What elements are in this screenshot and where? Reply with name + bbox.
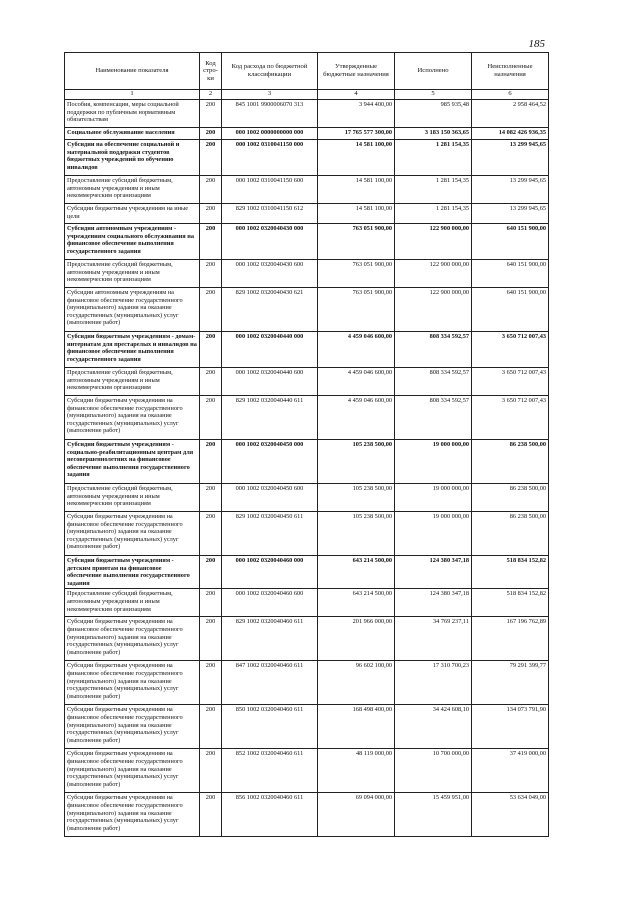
table-row — [65, 260, 549, 288]
row-approved-cell: 96 602 100,00 — [318, 661, 395, 705]
row-name-cell: Предоставление субсидий бюджетным, автономным учреждениям и иным некоммерческим организациям — [65, 260, 200, 288]
row-approved-cell: 763 051 900,00 — [318, 288, 395, 332]
row-line-code-cell: 200 — [200, 440, 222, 484]
row-remaining-cell: 14 082 426 936,35 — [472, 128, 549, 140]
table-row — [65, 749, 549, 793]
row-remaining-cell: 518 834 152,82 — [472, 589, 549, 617]
row-executed-cell: 34 769 237,11 — [395, 617, 472, 661]
row-remaining-cell: 79 291 399,77 — [472, 661, 549, 705]
table-row — [65, 176, 549, 204]
row-executed-cell: 19 000 000,00 — [395, 512, 472, 556]
row-class-code-cell: 829 1002 0320040440 611 — [222, 396, 318, 440]
row-class-code-cell: 845 1001 9900006070 313 — [222, 100, 318, 128]
row-remaining-cell: 3 650 712 007,43 — [472, 368, 549, 396]
row-approved-cell: 105 238 500,00 — [318, 512, 395, 556]
row-approved-cell: 14 581 100,00 — [318, 140, 395, 176]
row-line-code-cell: 200 — [200, 100, 222, 128]
table-row — [65, 512, 549, 556]
row-approved-cell: 48 119 000,00 — [318, 749, 395, 793]
column-number: 3 — [222, 90, 318, 100]
header-executed: Исполнено — [395, 53, 472, 90]
column-number: 4 — [318, 90, 395, 100]
row-name-cell: Предоставление субсидий бюджетным, автономным учреждениям и иным некоммерческим организациям — [65, 484, 200, 512]
row-class-code-cell: 000 1002 0310041150 600 — [222, 176, 318, 204]
row-class-code-cell: 000 1002 0320040440 000 — [222, 332, 318, 368]
table-row — [65, 661, 549, 705]
row-remaining-cell: 640 151 900,00 — [472, 260, 549, 288]
table-row — [65, 288, 549, 332]
header-name: Наименование показателя — [65, 53, 200, 90]
page-number: 185 — [528, 38, 545, 50]
table-row — [65, 589, 549, 617]
row-approved-cell: 201 966 000,00 — [318, 617, 395, 661]
row-approved-cell: 643 214 500,00 — [318, 589, 395, 617]
row-class-code-cell: 000 1002 0320040460 600 — [222, 589, 318, 617]
row-line-code-cell: 200 — [200, 128, 222, 140]
row-line-code-cell: 200 — [200, 260, 222, 288]
table-row — [65, 705, 549, 749]
row-line-code-cell: 200 — [200, 589, 222, 617]
row-executed-cell: 1 281 154,35 — [395, 140, 472, 176]
row-line-code-cell: 200 — [200, 793, 222, 837]
row-class-code-cell: 856 1002 0320040460 611 — [222, 793, 318, 837]
row-line-code-cell: 200 — [200, 396, 222, 440]
row-executed-cell: 985 935,48 — [395, 100, 472, 128]
row-name-cell: Субсидии бюджетным учреждениям на финансовое обеспечение государственного (муниципального) задания на оказание государственных (муниципальных) услуг (выполнение работ) — [65, 749, 200, 793]
row-approved-cell: 763 051 900,00 — [318, 260, 395, 288]
table-row — [65, 396, 549, 440]
row-executed-cell: 808 334 592,57 — [395, 332, 472, 368]
row-remaining-cell: 3 650 712 007,43 — [472, 332, 549, 368]
row-name-cell: Субсидии бюджетным учреждениям на финансовое обеспечение государственного (муниципального) задания на оказание государственных (муниципальных) услуг (выполнение работ) — [65, 661, 200, 705]
table-row — [65, 100, 549, 128]
row-name-cell: Предоставление субсидий бюджетным, автономным учреждениям и иным некоммерческим организациям — [65, 176, 200, 204]
table-row — [65, 204, 549, 224]
table-row — [65, 224, 549, 260]
table-row — [65, 484, 549, 512]
row-name-cell: Пособия, компенсации, меры социальной поддержки по публичным нормативным обязательствам — [65, 100, 200, 128]
row-executed-cell: 122 900 000,00 — [395, 260, 472, 288]
row-approved-cell: 3 944 400,00 — [318, 100, 395, 128]
row-name-cell: Предоставление субсидий бюджетным, автономным учреждениям и иным некоммерческим организациям — [65, 368, 200, 396]
row-line-code-cell: 200 — [200, 204, 222, 224]
row-name-cell: Субсидии автономным учреждениям - учреждениям социального обслуживания на финансовое обеспечение выполнения государственного задания — [65, 224, 200, 260]
header-line-code: Код стро-ки — [200, 53, 222, 90]
row-line-code-cell: 200 — [200, 705, 222, 749]
table-row — [65, 556, 549, 589]
row-executed-cell: 34 424 608,10 — [395, 705, 472, 749]
row-remaining-cell: 13 299 945,65 — [472, 140, 549, 176]
row-line-code-cell: 200 — [200, 749, 222, 793]
row-approved-cell: 643 214 500,00 — [318, 556, 395, 589]
row-line-code-cell: 200 — [200, 512, 222, 556]
row-line-code-cell: 200 — [200, 332, 222, 368]
row-class-code-cell: 829 1002 0310041150 612 — [222, 204, 318, 224]
row-name-cell: Субсидии бюджетным учреждениям на финансовое обеспечение государственного (муниципального) задания на оказание государственных (муниципальных) услуг (выполнение работ) — [65, 512, 200, 556]
row-remaining-cell: 37 419 000,00 — [472, 749, 549, 793]
row-approved-cell: 105 238 500,00 — [318, 484, 395, 512]
row-line-code-cell: 200 — [200, 176, 222, 204]
row-executed-cell: 15 459 951,00 — [395, 793, 472, 837]
row-class-code-cell: 000 1002 0000000000 000 — [222, 128, 318, 140]
row-name-cell: Субсидии бюджетным учреждениям на финансовое обеспечение государственного (муниципального) задания на оказание государственных (муниципальных) услуг (выполнение работ) — [65, 617, 200, 661]
column-number-row — [65, 90, 549, 100]
row-name-cell: Субсидии бюджетным учреждениям - детским приютам на финансовое обеспечение выполнения государственного задания — [65, 556, 200, 589]
row-approved-cell: 168 498 400,00 — [318, 705, 395, 749]
row-class-code-cell: 000 1002 0320040440 600 — [222, 368, 318, 396]
row-approved-cell: 4 459 046 600,00 — [318, 368, 395, 396]
row-class-code-cell: 850 1002 0320040460 611 — [222, 705, 318, 749]
row-name-cell: Субсидии бюджетным учреждениям на финансовое обеспечение государственного (муниципального) задания на оказание государственных (муниципальных) услуг (выполнение работ) — [65, 396, 200, 440]
row-line-code-cell: 200 — [200, 661, 222, 705]
row-executed-cell: 1 281 154,35 — [395, 176, 472, 204]
row-executed-cell: 808 334 592,57 — [395, 396, 472, 440]
row-remaining-cell: 86 238 500,00 — [472, 484, 549, 512]
row-executed-cell: 17 310 700,23 — [395, 661, 472, 705]
row-name-cell: Субсидии бюджетным учреждениям на иные цели — [65, 204, 200, 224]
row-remaining-cell: 13 299 945,65 — [472, 204, 549, 224]
row-name-cell: Субсидии бюджетным учреждениям - домам-интернатам для престарелых и инвалидов на финансовое обеспечение выполнения государственного задания — [65, 332, 200, 368]
row-class-code-cell: 000 1002 0320040430 600 — [222, 260, 318, 288]
table-row — [65, 140, 549, 176]
row-class-code-cell: 000 1002 0310041150 000 — [222, 140, 318, 176]
row-class-code-cell: 000 1002 0320040450 000 — [222, 440, 318, 484]
row-line-code-cell: 200 — [200, 224, 222, 260]
table-row — [65, 128, 549, 140]
row-remaining-cell: 86 238 500,00 — [472, 512, 549, 556]
row-name-cell: Субсидии бюджетным учреждениям на финансовое обеспечение государственного (муниципального) задания на оказание государственных (муниципальных) услуг (выполнение работ) — [65, 705, 200, 749]
row-executed-cell: 19 000 000,00 — [395, 484, 472, 512]
row-remaining-cell: 86 238 500,00 — [472, 440, 549, 484]
row-name-cell: Предоставление субсидий бюджетным, автономным учреждениям и иным некоммерческим организациям — [65, 589, 200, 617]
row-name-cell: Субсидии бюджетным учреждениям - социально-реабилитационным центрам для несовершеннолетних на финансовое обеспечение выполнения государственного задания — [65, 440, 200, 484]
row-class-code-cell: 000 1002 0320040450 600 — [222, 484, 318, 512]
row-executed-cell: 122 900 000,00 — [395, 224, 472, 260]
row-approved-cell: 69 094 000,00 — [318, 793, 395, 837]
row-approved-cell: 14 581 100,00 — [318, 204, 395, 224]
row-executed-cell: 19 000 000,00 — [395, 440, 472, 484]
row-remaining-cell: 3 650 712 007,43 — [472, 396, 549, 440]
row-class-code-cell: 829 1002 0320040450 611 — [222, 512, 318, 556]
row-class-code-cell: 852 1002 0320040460 611 — [222, 749, 318, 793]
row-class-code-cell: 000 1002 0320040460 000 — [222, 556, 318, 589]
row-approved-cell: 4 459 046 600,00 — [318, 396, 395, 440]
row-executed-cell: 124 380 347,18 — [395, 556, 472, 589]
row-remaining-cell: 640 151 900,00 — [472, 224, 549, 260]
column-number: 2 — [200, 90, 222, 100]
row-line-code-cell: 200 — [200, 556, 222, 589]
table-body — [65, 90, 549, 837]
table-row — [65, 332, 549, 368]
row-class-code-cell: 000 1002 0320040430 000 — [222, 224, 318, 260]
row-remaining-cell: 640 151 900,00 — [472, 288, 549, 332]
row-line-code-cell: 200 — [200, 617, 222, 661]
column-number: 5 — [395, 90, 472, 100]
row-remaining-cell: 13 299 945,65 — [472, 176, 549, 204]
row-remaining-cell: 53 634 049,00 — [472, 793, 549, 837]
row-executed-cell: 3 183 150 363,65 — [395, 128, 472, 140]
row-executed-cell: 124 380 347,18 — [395, 589, 472, 617]
row-line-code-cell: 200 — [200, 484, 222, 512]
row-executed-cell: 1 281 154,35 — [395, 204, 472, 224]
column-number: 1 — [65, 90, 200, 100]
row-name-cell: Субсидии на обеспечение социальной и материальной поддержки студентов бюджетных учреждений по обучению инвалидов — [65, 140, 200, 176]
budget-execution-table — [64, 52, 549, 837]
row-approved-cell: 763 051 900,00 — [318, 224, 395, 260]
row-approved-cell: 105 238 500,00 — [318, 440, 395, 484]
table-row — [65, 617, 549, 661]
row-class-code-cell: 847 1002 0320040460 611 — [222, 661, 318, 705]
table-row — [65, 440, 549, 484]
row-line-code-cell: 200 — [200, 140, 222, 176]
row-executed-cell: 122 900 000,00 — [395, 288, 472, 332]
row-class-code-cell: 829 1002 0320040460 611 — [222, 617, 318, 661]
table-row — [65, 793, 549, 837]
row-class-code-cell: 829 1002 0320040430 621 — [222, 288, 318, 332]
header-remaining: Неисполненные назначения — [472, 53, 549, 90]
table-header — [65, 53, 549, 90]
row-remaining-cell: 2 958 464,52 — [472, 100, 549, 128]
row-line-code-cell: 200 — [200, 368, 222, 396]
row-executed-cell: 808 334 592,57 — [395, 368, 472, 396]
row-name-cell: Социальное обслуживание населения — [65, 128, 200, 140]
row-name-cell: Субсидии автономным учреждениям на финансовое обеспечение государственного (муниципального) задания на оказание государственных (муниципальных) услуг (выполнение работ) — [65, 288, 200, 332]
row-remaining-cell: 134 073 791,90 — [472, 705, 549, 749]
row-remaining-cell: 518 834 152,82 — [472, 556, 549, 589]
column-number: 6 — [472, 90, 549, 100]
row-approved-cell: 4 459 046 600,00 — [318, 332, 395, 368]
row-remaining-cell: 167 196 762,89 — [472, 617, 549, 661]
table-row — [65, 368, 549, 396]
row-line-code-cell: 200 — [200, 288, 222, 332]
header-class-code: Код расхода по бюджетной классификации — [222, 53, 318, 90]
header-approved: Утвержденные бюджетные назначения — [318, 53, 395, 90]
row-name-cell: Субсидии бюджетным учреждениям на финансовое обеспечение государственного (муниципального) задания на оказание государственных (муниципальных) услуг (выполнение работ) — [65, 793, 200, 837]
row-approved-cell: 17 765 577 300,00 — [318, 128, 395, 140]
row-approved-cell: 14 581 100,00 — [318, 176, 395, 204]
row-executed-cell: 10 700 000,00 — [395, 749, 472, 793]
